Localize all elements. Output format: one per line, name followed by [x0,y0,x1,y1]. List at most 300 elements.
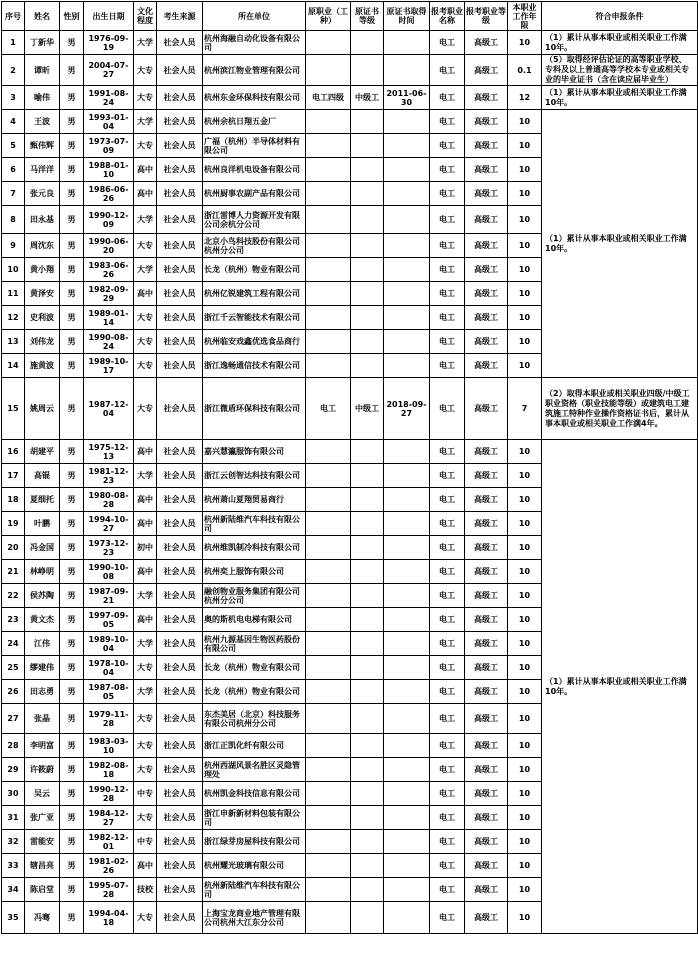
cell-source: 社会人员 [157,55,203,86]
cell-level: 高级工 [465,330,508,354]
cell-orig-job [306,354,351,378]
cell-orig-date [384,734,430,758]
cell-birth: 1990-12-09 [84,206,134,234]
cell-birth: 1986-06-26 [84,182,134,206]
table-row [2,378,698,440]
table-row [2,55,698,86]
cell-source: 社会人员 [157,31,203,55]
cell-orig-level [351,440,384,464]
cell-no: 16 [2,440,25,464]
cell-gender: 男 [60,758,84,782]
cell-edu: 大专 [134,806,157,830]
cell-job: 电工 [430,830,465,854]
cell-orig-date [384,656,430,680]
cell-years: 10 [508,234,542,258]
cell-orig-level [351,782,384,806]
cell-birth: 1990-12-28 [84,782,134,806]
cell-edu: 大学 [134,258,157,282]
cell-conditions: （5）取得经评估论证的高等职业学校、专科及以上普通高等学校本专业或相关专业的毕业证书（含在读应届毕业生） [542,55,698,86]
cell-no: 34 [2,878,25,902]
table-row [2,110,698,134]
cell-orig-job [306,206,351,234]
cell-birth: 1983-06-26 [84,258,134,282]
cell-no: 2 [2,55,25,86]
cell-unit: 杭州厨事农副产品有限公司 [203,182,306,206]
cell-orig-level [351,31,384,55]
cell-birth: 1979-11-28 [84,704,134,734]
cell-edu: 大学 [134,464,157,488]
cell-years: 10 [508,536,542,560]
cell-gender: 男 [60,378,84,440]
cell-no: 7 [2,182,25,206]
cell-years: 10 [508,854,542,878]
cell-name: 田永基 [25,206,60,234]
cell-orig-job [306,758,351,782]
cell-orig-job [306,306,351,330]
cell-no: 24 [2,632,25,656]
cell-gender: 男 [60,584,84,608]
cell-level: 高级工 [465,306,508,330]
cell-no: 31 [2,806,25,830]
cell-gender: 男 [60,608,84,632]
cell-job: 电工 [430,854,465,878]
cell-years: 7 [508,378,542,440]
cell-unit: 奥的斯机电电梯有限公司 [203,608,306,632]
cell-orig-job [306,830,351,854]
cell-birth: 1989-01-14 [84,306,134,330]
cell-job: 电工 [430,734,465,758]
cell-edu: 高中 [134,560,157,584]
cell-source: 社会人员 [157,440,203,464]
cell-job: 电工 [430,282,465,306]
cell-name: 侯苏陶 [25,584,60,608]
cell-orig-level [351,830,384,854]
cell-unit: 长龙（杭州）物业有限公司 [203,656,306,680]
cell-edu: 高中 [134,282,157,306]
cell-years: 10 [508,584,542,608]
cell-gender: 男 [60,878,84,902]
cell-years: 0.1 [508,55,542,86]
cell-orig-level [351,110,384,134]
cell-orig-job [306,234,351,258]
cell-orig-job [306,31,351,55]
cell-gender: 男 [60,680,84,704]
cell-gender: 男 [60,830,84,854]
cell-no: 28 [2,734,25,758]
cell-gender: 男 [60,440,84,464]
cell-orig-level [351,158,384,182]
cell-unit: 东杰美居（北京）科技服务有限公司杭州分公司 [203,704,306,734]
cell-name: 姚周云 [25,378,60,440]
cell-no: 19 [2,512,25,536]
cell-no: 12 [2,306,25,330]
cell-orig-job [306,656,351,680]
cell-edu: 大专 [134,134,157,158]
cell-edu: 大专 [134,234,157,258]
cell-level: 高级工 [465,354,508,378]
cell-years: 10 [508,206,542,234]
cell-no: 14 [2,354,25,378]
cell-source: 社会人员 [157,656,203,680]
cell-name: 田志勇 [25,680,60,704]
cell-orig-job [306,854,351,878]
cell-no: 25 [2,656,25,680]
cell-orig-job [306,608,351,632]
cell-edu: 高中 [134,854,157,878]
cell-edu: 大专 [134,758,157,782]
cell-birth: 1982-08-18 [84,758,134,782]
cell-edu: 高中 [134,440,157,464]
cell-edu: 大专 [134,55,157,86]
cell-gender: 男 [60,110,84,134]
cell-years: 10 [508,110,542,134]
cell-no: 21 [2,560,25,584]
cell-level: 高级工 [465,378,508,440]
cell-level: 高级工 [465,158,508,182]
cell-years: 10 [508,282,542,306]
cell-edu: 高中 [134,608,157,632]
cell-gender: 男 [60,258,84,282]
cell-level: 高级工 [465,536,508,560]
cell-orig-job: 电工四级 [306,86,351,110]
header-col-unit: 所在单位 [203,2,306,31]
cell-orig-job [306,488,351,512]
cell-unit: 杭州萧山夏翔贸易商行 [203,488,306,512]
header-col-name: 姓名 [25,2,60,31]
cell-orig-level [351,206,384,234]
header-col-source: 考生来源 [157,2,203,31]
cell-level: 高级工 [465,830,508,854]
cell-name: 高锟 [25,464,60,488]
cell-gender: 男 [60,560,84,584]
cell-orig-job [306,632,351,656]
cell-edu: 初中 [134,536,157,560]
cell-orig-job: 电工 [306,378,351,440]
cell-job: 电工 [430,656,465,680]
cell-job: 电工 [430,584,465,608]
cell-orig-job [306,902,351,934]
cell-birth: 1997-09-05 [84,608,134,632]
cell-edu: 大学 [134,206,157,234]
cell-job: 电工 [430,55,465,86]
cell-orig-date [384,234,430,258]
header-col-birth: 出生日期 [84,2,134,31]
cell-source: 社会人员 [157,608,203,632]
cell-orig-level: 中级工 [351,86,384,110]
cell-name: 张广亚 [25,806,60,830]
cell-orig-level [351,806,384,830]
cell-birth: 1994-04-18 [84,902,134,934]
cell-name: 雷能安 [25,830,60,854]
cell-source: 社会人员 [157,86,203,110]
cell-orig-level [351,878,384,902]
cell-orig-date [384,902,430,934]
cell-orig-date [384,632,430,656]
cell-orig-level [351,758,384,782]
cell-birth: 1987-09-21 [84,584,134,608]
cell-level: 高级工 [465,680,508,704]
cell-source: 社会人员 [157,680,203,704]
cell-job: 电工 [430,330,465,354]
cell-source: 社会人员 [157,306,203,330]
cell-gender: 男 [60,734,84,758]
cell-years: 10 [508,782,542,806]
header-col-years: 本职业工作年限 [508,2,542,31]
cell-orig-date [384,782,430,806]
cell-no: 33 [2,854,25,878]
cell-orig-level [351,902,384,934]
cell-level: 高级工 [465,854,508,878]
cell-unit: 杭州九源基因生物医药股份有限公司 [203,632,306,656]
cell-unit: 浙江雷博人力资源开发有限公司余杭分公司 [203,206,306,234]
cell-gender: 男 [60,31,84,55]
header-col-job: 报考职业名称 [430,2,465,31]
cell-orig-date [384,512,430,536]
cell-orig-level [351,234,384,258]
cell-orig-date [384,354,430,378]
cell-years: 10 [508,330,542,354]
cell-unit: 浙江逸畅通信技术有限公司 [203,354,306,378]
cell-edu: 大专 [134,656,157,680]
cell-level: 高级工 [465,734,508,758]
cell-unit: 杭州耀光玻璃有限公司 [203,854,306,878]
cell-job: 电工 [430,306,465,330]
cell-name: 丁新华 [25,31,60,55]
cell-orig-level [351,330,384,354]
cell-job: 电工 [430,758,465,782]
cell-no: 26 [2,680,25,704]
cell-gender: 男 [60,234,84,258]
cell-years: 10 [508,158,542,182]
cell-no: 10 [2,258,25,282]
cell-orig-date [384,330,430,354]
cell-years: 10 [508,806,542,830]
cell-orig-level [351,734,384,758]
cell-no: 20 [2,536,25,560]
cell-name: 冯金国 [25,536,60,560]
cell-years: 10 [508,440,542,464]
cell-source: 社会人员 [157,854,203,878]
cell-gender: 男 [60,806,84,830]
cell-level: 高级工 [465,488,508,512]
cell-job: 电工 [430,512,465,536]
cell-orig-date [384,440,430,464]
cell-edu: 大专 [134,86,157,110]
cell-level: 高级工 [465,902,508,934]
cell-level: 高级工 [465,258,508,282]
cell-no: 22 [2,584,25,608]
cell-orig-level [351,354,384,378]
cell-orig-level [351,282,384,306]
header-col-orig-date: 原证书取得时间 [384,2,430,31]
cell-level: 高级工 [465,608,508,632]
header-col-gender: 性别 [60,2,84,31]
cell-gender: 男 [60,632,84,656]
cell-orig-date [384,806,430,830]
cell-source: 社会人员 [157,704,203,734]
cell-edu: 大学 [134,31,157,55]
cell-name: 李明富 [25,734,60,758]
cell-job: 电工 [430,560,465,584]
cell-gender: 男 [60,488,84,512]
cell-orig-job [306,282,351,306]
cell-birth: 1989-10-17 [84,354,134,378]
cell-source: 社会人员 [157,182,203,206]
cell-orig-level [351,704,384,734]
cell-edu: 大学 [134,110,157,134]
cell-orig-level [351,488,384,512]
table-row [2,440,698,464]
cell-gender: 男 [60,330,84,354]
cell-years: 10 [508,512,542,536]
cell-source: 社会人员 [157,282,203,306]
cell-orig-job [306,782,351,806]
cell-orig-job [306,680,351,704]
cell-edu: 高中 [134,512,157,536]
cell-job: 电工 [430,158,465,182]
cell-no: 32 [2,830,25,854]
cell-birth: 1990-08-24 [84,330,134,354]
cell-no: 6 [2,158,25,182]
cell-birth: 1982-09-29 [84,282,134,306]
cell-gender: 男 [60,854,84,878]
cell-orig-date [384,110,430,134]
cell-unit: 浙江云创智达科技有限公司 [203,464,306,488]
cell-level: 高级工 [465,704,508,734]
cell-years: 10 [508,182,542,206]
cell-edu: 大学 [134,680,157,704]
cell-orig-date [384,608,430,632]
cell-gender: 男 [60,512,84,536]
cell-job: 电工 [430,134,465,158]
cell-edu: 大专 [134,734,157,758]
cell-name: 喻伟 [25,86,60,110]
cell-unit: 杭州新陆维汽车科技有限公司 [203,512,306,536]
cell-name: 江伟 [25,632,60,656]
table-row [2,86,698,110]
cell-orig-level [351,536,384,560]
cell-level: 高级工 [465,464,508,488]
cell-edu: 大专 [134,330,157,354]
cell-name: 周沈东 [25,234,60,258]
cell-name: 史利波 [25,306,60,330]
cell-gender: 男 [60,782,84,806]
cell-unit: 杭州良洋机电设备有限公司 [203,158,306,182]
cell-orig-job [306,584,351,608]
cell-orig-date [384,830,430,854]
cell-orig-level [351,656,384,680]
cell-source: 社会人员 [157,806,203,830]
cell-orig-level [351,854,384,878]
cell-orig-job [306,464,351,488]
cell-years: 12 [508,86,542,110]
cell-job: 电工 [430,182,465,206]
cell-unit: 长龙（杭州）物业有限公司 [203,680,306,704]
cell-unit: 杭州临安戏鑫优选食品商行 [203,330,306,354]
cell-job: 电工 [430,704,465,734]
cell-gender: 男 [60,354,84,378]
cell-level: 高级工 [465,758,508,782]
cell-no: 13 [2,330,25,354]
cell-orig-job [306,560,351,584]
cell-birth: 1984-12-27 [84,806,134,830]
cell-unit: 上海宝龙商业地产管理有限公司杭州大江东分公司 [203,902,306,934]
cell-no: 5 [2,134,25,158]
cell-edu: 大专 [134,704,157,734]
cell-unit: 浙江千云智能技术有限公司 [203,306,306,330]
cell-level: 高级工 [465,234,508,258]
cell-name: 马洋洋 [25,158,60,182]
cell-level: 高级工 [465,656,508,680]
cell-orig-level [351,182,384,206]
cell-name: 黄文杰 [25,608,60,632]
cell-no: 15 [2,378,25,440]
cell-source: 社会人员 [157,330,203,354]
cell-unit: 杭州海融自动化设备有限公司 [203,31,306,55]
cell-birth: 1993-01-04 [84,110,134,134]
cell-no: 30 [2,782,25,806]
cell-edu: 大专 [134,306,157,330]
cell-birth: 1980-08-28 [84,488,134,512]
cell-name: 张元良 [25,182,60,206]
cell-orig-date [384,282,430,306]
cell-orig-date [384,306,430,330]
cell-unit: 杭州西湖风景名胜区灵隐管理处 [203,758,306,782]
header-col-orig-job: 原职业（工种） [306,2,351,31]
cell-edu: 高中 [134,158,157,182]
cell-job: 电工 [430,234,465,258]
cell-years: 10 [508,680,542,704]
cell-edu: 大学 [134,632,157,656]
cell-edu: 中专 [134,830,157,854]
cell-level: 高级工 [465,55,508,86]
cell-job: 电工 [430,608,465,632]
cell-name: 刘伟龙 [25,330,60,354]
cell-years: 10 [508,878,542,902]
cell-unit: 杭州维凯制冷科技有限公司 [203,536,306,560]
cell-job: 电工 [430,488,465,512]
cell-job: 电工 [430,110,465,134]
cell-gender: 男 [60,86,84,110]
cell-orig-date [384,258,430,282]
cell-name: 辖昌亮 [25,854,60,878]
cell-orig-date [384,680,430,704]
cell-orig-level [351,258,384,282]
cell-orig-date [384,464,430,488]
cell-name: 吴云 [25,782,60,806]
cell-conditions: （1）累计从事本职业或相关职业工作满10年。 [542,86,698,110]
cell-job: 电工 [430,440,465,464]
cell-name: 陈启堂 [25,878,60,902]
cell-orig-level [351,680,384,704]
cell-edu: 大专 [134,902,157,934]
cell-level: 高级工 [465,560,508,584]
cell-years: 10 [508,734,542,758]
cell-birth: 1988-01-10 [84,158,134,182]
cell-source: 社会人员 [157,830,203,854]
cell-job: 电工 [430,464,465,488]
cell-gender: 男 [60,134,84,158]
cell-source: 社会人员 [157,560,203,584]
cell-source: 社会人员 [157,464,203,488]
cell-unit: 广福（杭州）半导体材料有限公司 [203,134,306,158]
cell-gender: 男 [60,158,84,182]
cell-orig-job [306,440,351,464]
cell-birth: 1981-02-26 [84,854,134,878]
cell-unit: 浙江微盾环保科技有限公司 [203,378,306,440]
cell-gender: 男 [60,306,84,330]
cell-no: 35 [2,902,25,934]
